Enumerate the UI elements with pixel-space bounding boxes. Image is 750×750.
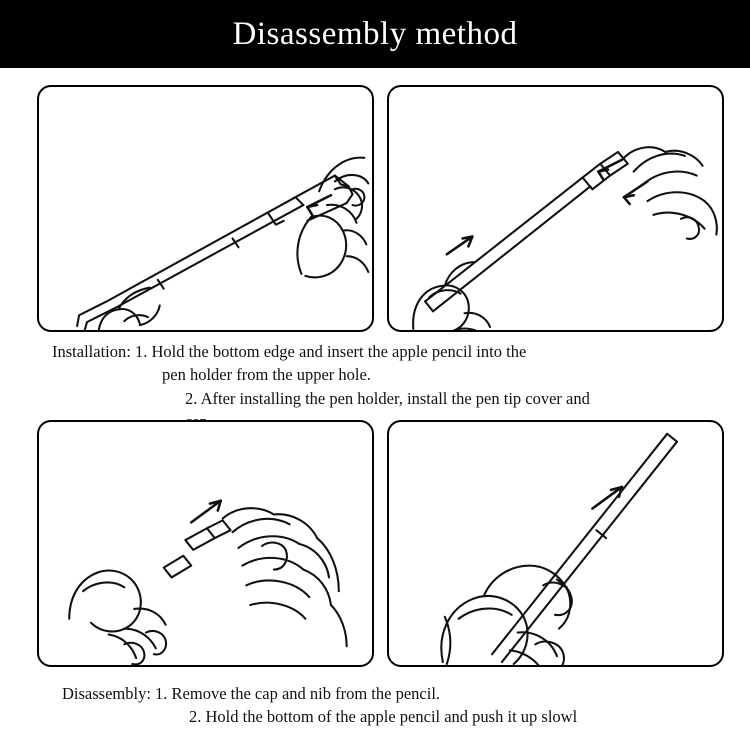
header-bar [0, 0, 750, 68]
disassembly-caption [62, 682, 742, 729]
panel-insert-pencil [37, 85, 374, 332]
panel-install-tip-cover [387, 85, 724, 332]
page-title: Disassembly method [232, 15, 518, 52]
push-pencil-up-illustration [389, 422, 722, 665]
illustration-row-bottom [37, 420, 724, 667]
disassembly-line-1: Disassembly: 1. Remove the cap and nib from the pencil. [62, 684, 441, 703]
panel-remove-cap-nib [37, 420, 374, 667]
illustration-row-top [37, 85, 724, 332]
insert-pencil-into-holder-illustration [39, 87, 372, 330]
panel-push-pencil-up [387, 420, 724, 667]
remove-cap-and-nib-illustration [39, 422, 372, 665]
installation-line-2: pen holder from the upper hole. [162, 365, 371, 385]
installation-line-3: 2. After installing the pen holder, install the pen tip cover and [185, 388, 590, 408]
install-pen-tip-cover-illustration [389, 87, 722, 330]
installation-line-1: Installation: 1. Hold the bottom edge and insert the apple pencil into the [52, 342, 527, 361]
disassembly-line-2: 2. Hold the bottom of the apple pencil and push it up slowl [189, 707, 578, 727]
